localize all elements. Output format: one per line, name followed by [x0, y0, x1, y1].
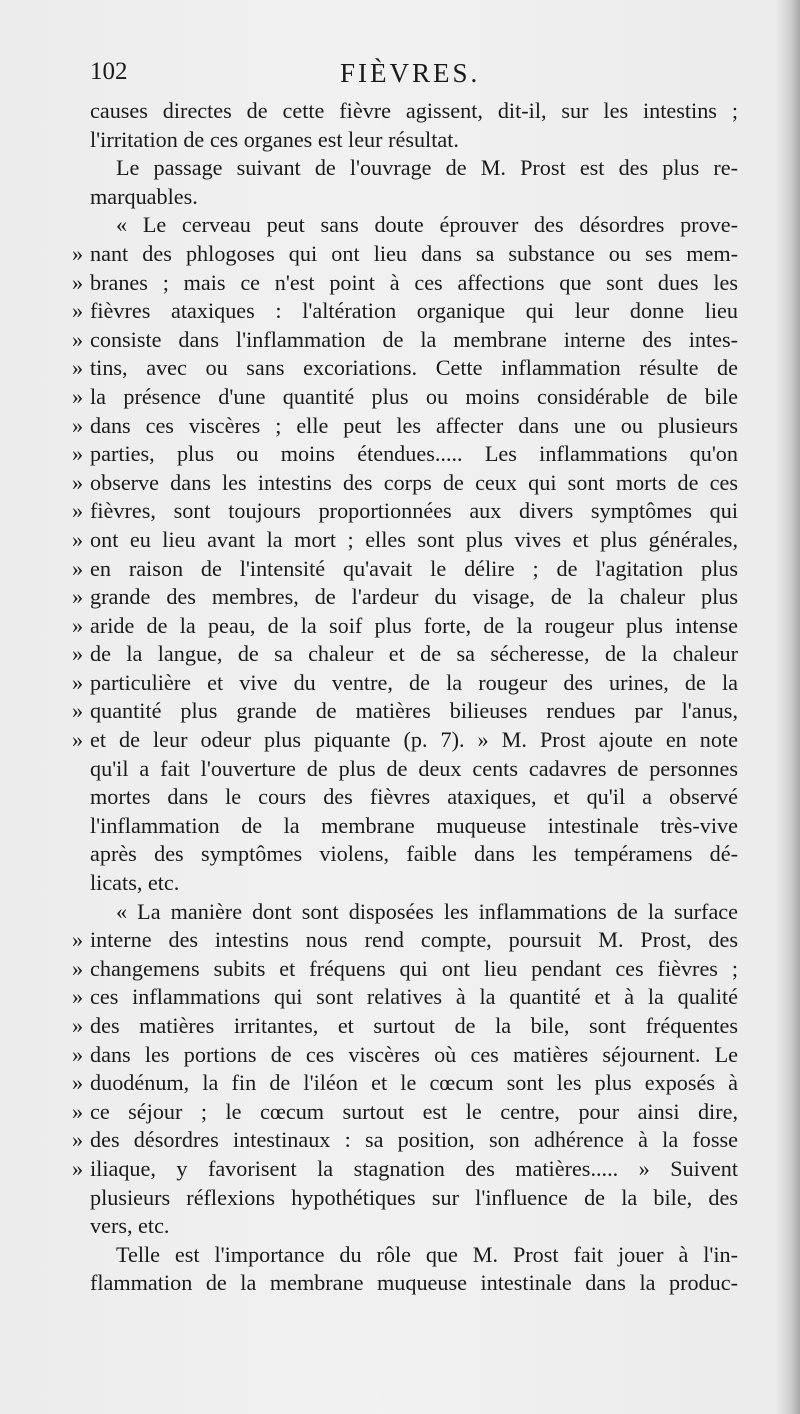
text-line: plusieurs réflexions hypothétiques sur l'influence de la bile, des [90, 1184, 738, 1210]
text-line: » ces inflammations qui sont relatives à la quantité et à la qualité [72, 983, 738, 1012]
text-line: » la présence d'une quantité plus ou moins considérable de bile [72, 383, 738, 412]
text-line: » grande des membres, de l'ardeur du visage, de la chaleur plus [72, 583, 738, 612]
body-text [90, 97, 738, 1298]
text-line: » interne des intestins nous rend compte, poursuit M. Prost, des [72, 926, 738, 955]
text-line: » ont eu lieu avant la mort ; elles sont plus vives et plus générales, [72, 526, 738, 555]
text-line: causes directes de cette fièvre agissent, dit-il, sur les intestins ; [90, 98, 738, 123]
text-line: mortes dans le cours des fièvres ataxiques, et qu'il a observé [90, 784, 738, 810]
text-line: » dans ces viscères ; elle peut les affecter dans une ou plusieurs [72, 412, 738, 441]
text-line: » consiste dans l'inflammation de la membrane interne des intes- [72, 326, 738, 355]
running-title: FIÈVRES. [340, 58, 481, 88]
text-line: « La manière dont sont disposées les inflammations de la surface [116, 898, 738, 924]
text-line: » des désordres intestinaux : sa position, son adhérence à la fosse [72, 1126, 738, 1155]
text-line: Telle est l'importance du rôle que M. Prost fait jouer à l'in- [116, 1241, 738, 1267]
text-line: » nant des phlogoses qui ont lieu dans sa substance ou ses mem- [72, 240, 738, 269]
text-line: l'irritation de ces organes est leur résultat. [90, 126, 459, 152]
text-line: » duodénum, la fin de l'iléon et le cœcum sont les plus exposés à [72, 1069, 738, 1098]
text-line: licats, etc. [90, 870, 180, 896]
text-line: l'inflammation de la membrane muqueuse intestinale très-vive [90, 812, 738, 838]
text-line: marquables. [90, 183, 198, 209]
text-line: » tins, avec ou sans excoriations. Cette inflammation résulte de [72, 354, 738, 383]
text-line: Le passage suivant de l'ouvrage de M. Prost est des plus re- [116, 155, 738, 181]
text-line: » en raison de l'intensité qu'avait le délire ; de l'agitation plus [72, 555, 738, 584]
page-edge-shadow [776, 0, 800, 1414]
text-line: » quantité plus grande de matières bilieuses rendues par l'anus, [72, 697, 738, 726]
text-line: « Le cerveau peut sans doute éprouver des désordres prove- [116, 212, 738, 238]
text-line: » parties, plus ou moins étendues..... Les inflammations qu'on [72, 440, 738, 469]
text-line: vers, etc. [90, 1213, 170, 1239]
text-line: » aride de la peau, de la soif plus forte, de la rougeur plus intense [72, 612, 738, 641]
text-line: qu'il a fait l'ouverture de plus de deux cents cadavres de personnes [90, 755, 738, 781]
text-line: » fièvres, sont toujours proportionnées aux divers symptômes qui [72, 497, 738, 526]
text-line: » et de leur odeur plus piquante (p. 7). » M. Prost ajoute en note [72, 726, 738, 755]
text-line: » particulière et vive du ventre, de la rougeur des urines, de la [72, 669, 738, 698]
page-header [90, 58, 740, 94]
page-number: 102 [90, 58, 128, 85]
text-line: après des symptômes violens, faible dans les tempéramens dé- [90, 841, 738, 867]
text-line: flammation de la membrane muqueuse intestinale dans la produc- [90, 1270, 738, 1296]
text-line: » iliaque, y favorisent la stagnation des matières..... » Suivent [72, 1155, 738, 1184]
text-line: » ce séjour ; le cœcum surtout est le centre, pour ainsi dire, [72, 1098, 738, 1127]
text-line: » de la langue, de sa chaleur et de sa sécheresse, de la chaleur [72, 640, 738, 669]
text-line: » dans les portions de ces viscères où ces matières séjournent. Le [72, 1041, 738, 1070]
text-line: » fièvres ataxiques : l'altération organique qui leur donne lieu [72, 297, 738, 326]
text-line: » branes ; mais ce n'est point à ces affections que sont dues les [72, 269, 738, 298]
text-line: » observe dans les intestins des corps de ceux qui sont morts de ces [72, 469, 738, 498]
text-line: » des matières irritantes, et surtout de la bile, sont fréquentes [72, 1012, 738, 1041]
text-line: » changemens subits et fréquens qui ont lieu pendant ces fièvres ; [72, 955, 738, 984]
